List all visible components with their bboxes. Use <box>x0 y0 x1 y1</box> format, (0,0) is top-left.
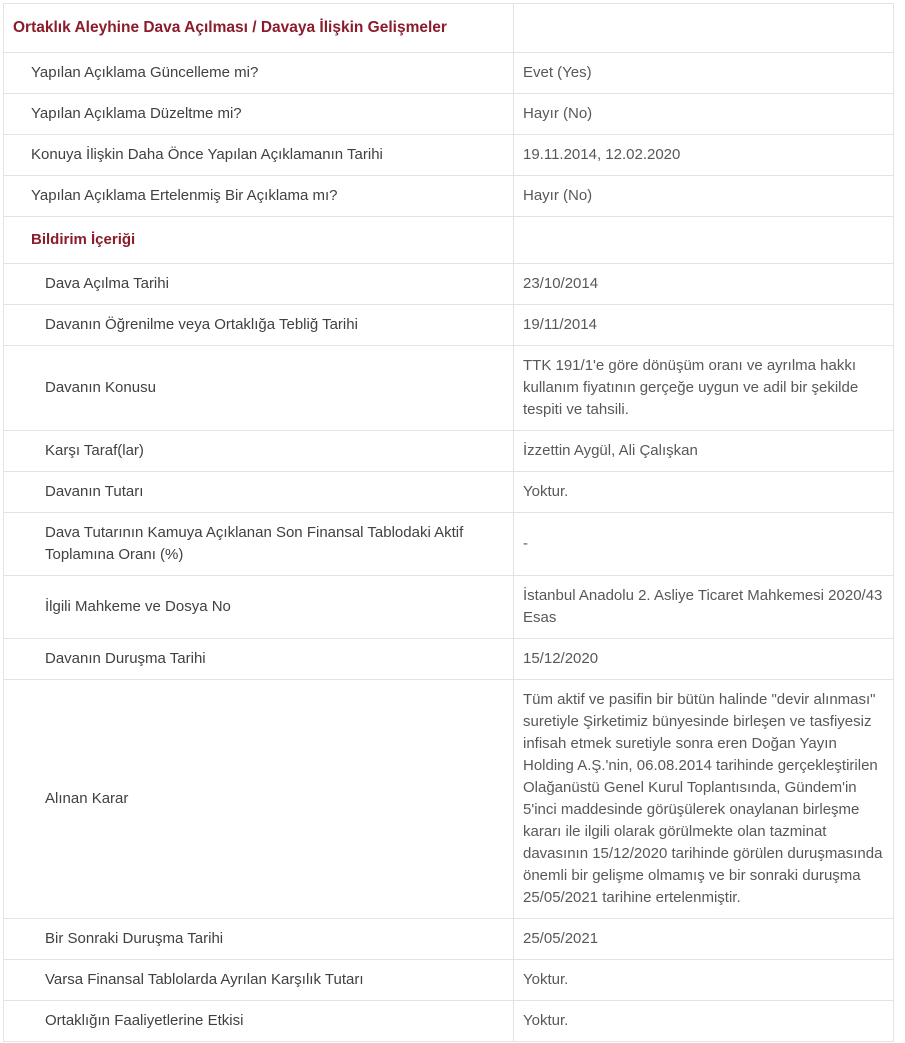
field-label: Davanın Tutarı <box>4 472 514 513</box>
table-row <box>4 919 894 960</box>
section-title: Bildirim İçeriği <box>4 217 514 264</box>
disclosure-table <box>3 3 894 1042</box>
field-value: Yoktur. <box>514 960 894 1001</box>
field-value: Hayır (No) <box>514 176 894 217</box>
field-label: Yapılan Açıklama Ertelenmiş Bir Açıklama mı? <box>4 176 514 217</box>
field-label: Davanın Öğrenilme veya Ortaklığa Tebliğ Tarihi <box>4 305 514 346</box>
field-label: Yapılan Açıklama Güncelleme mi? <box>4 53 514 94</box>
field-label: Bir Sonraki Duruşma Tarihi <box>4 919 514 960</box>
field-value: Yoktur. <box>514 1001 894 1042</box>
field-value: Hayır (No) <box>514 94 894 135</box>
field-value: Evet (Yes) <box>514 53 894 94</box>
field-label: Davanın Konusu <box>4 346 514 431</box>
table-row <box>4 513 894 576</box>
table-row <box>4 4 894 53</box>
field-value: İzzettin Aygül, Ali Çalışkan <box>514 431 894 472</box>
table-row <box>4 1001 894 1042</box>
table-row <box>4 346 894 431</box>
field-label: Konuya İlişkin Daha Önce Yapılan Açıklamanın Tarihi <box>4 135 514 176</box>
field-value: İstanbul Anadolu 2. Asliye Ticaret Mahkemesi 2020/43 Esas <box>514 576 894 639</box>
section-title: Ortaklık Aleyhine Dava Açılması / Davaya İlişkin Gelişmeler <box>4 4 514 53</box>
field-value <box>514 4 894 53</box>
field-label: Dava Tutarının Kamuya Açıklanan Son Finansal Tablodaki Aktif Toplamına Oranı (%) <box>4 513 514 576</box>
table-row <box>4 576 894 639</box>
table-row <box>4 217 894 264</box>
table-row <box>4 94 894 135</box>
field-value: 19.11.2014, 12.02.2020 <box>514 135 894 176</box>
table-row <box>4 680 894 919</box>
field-label: Karşı Taraf(lar) <box>4 431 514 472</box>
table-row <box>4 305 894 346</box>
field-value: Yoktur. <box>514 472 894 513</box>
field-label: İlgili Mahkeme ve Dosya No <box>4 576 514 639</box>
field-value: Tüm aktif ve pasifin bir bütün halinde "devir alınması" suretiyle Şirketimiz bünyesinde birleşen ve tasfiyesiz infisah etmek suretiyle sonra eren Doğan Yayın Holding A.Ş.'nin, 06.08.2014 tarihinde gerçekleştirilen Olağanüstü Genel Kurul Toplantısında, Gündem'in 5'inci maddesinde görüşülerek onaylanan birleşme kararı ile ilgili olarak görülmekte olan tazminat davasının 15/12/2020 tarihinde görülen duruşmasında önemli bir gelişme olmamış ve bir sonraki duruşma 25/05/2021 tarihine ertelenmiştir. <box>514 680 894 919</box>
table-row <box>4 960 894 1001</box>
field-label: Dava Açılma Tarihi <box>4 264 514 305</box>
table-row <box>4 135 894 176</box>
field-value: 19/11/2014 <box>514 305 894 346</box>
field-value: - <box>514 513 894 576</box>
table-row <box>4 472 894 513</box>
table-row <box>4 53 894 94</box>
table-row <box>4 431 894 472</box>
field-label: Davanın Duruşma Tarihi <box>4 639 514 680</box>
field-label: Yapılan Açıklama Düzeltme mi? <box>4 94 514 135</box>
field-label: Varsa Finansal Tablolarda Ayrılan Karşılık Tutarı <box>4 960 514 1001</box>
table-row <box>4 176 894 217</box>
field-value: 25/05/2021 <box>514 919 894 960</box>
field-value: TTK 191/1'e göre dönüşüm oranı ve ayrılma hakkı kullanım fiyatının gerçeğe uygun ve adil bir şekilde tespiti ve tahsili. <box>514 346 894 431</box>
table-row <box>4 264 894 305</box>
field-value: 23/10/2014 <box>514 264 894 305</box>
field-value <box>514 217 894 264</box>
field-label: Ortaklığın Faaliyetlerine Etkisi <box>4 1001 514 1042</box>
table-row <box>4 639 894 680</box>
field-label: Alınan Karar <box>4 680 514 919</box>
field-value: 15/12/2020 <box>514 639 894 680</box>
